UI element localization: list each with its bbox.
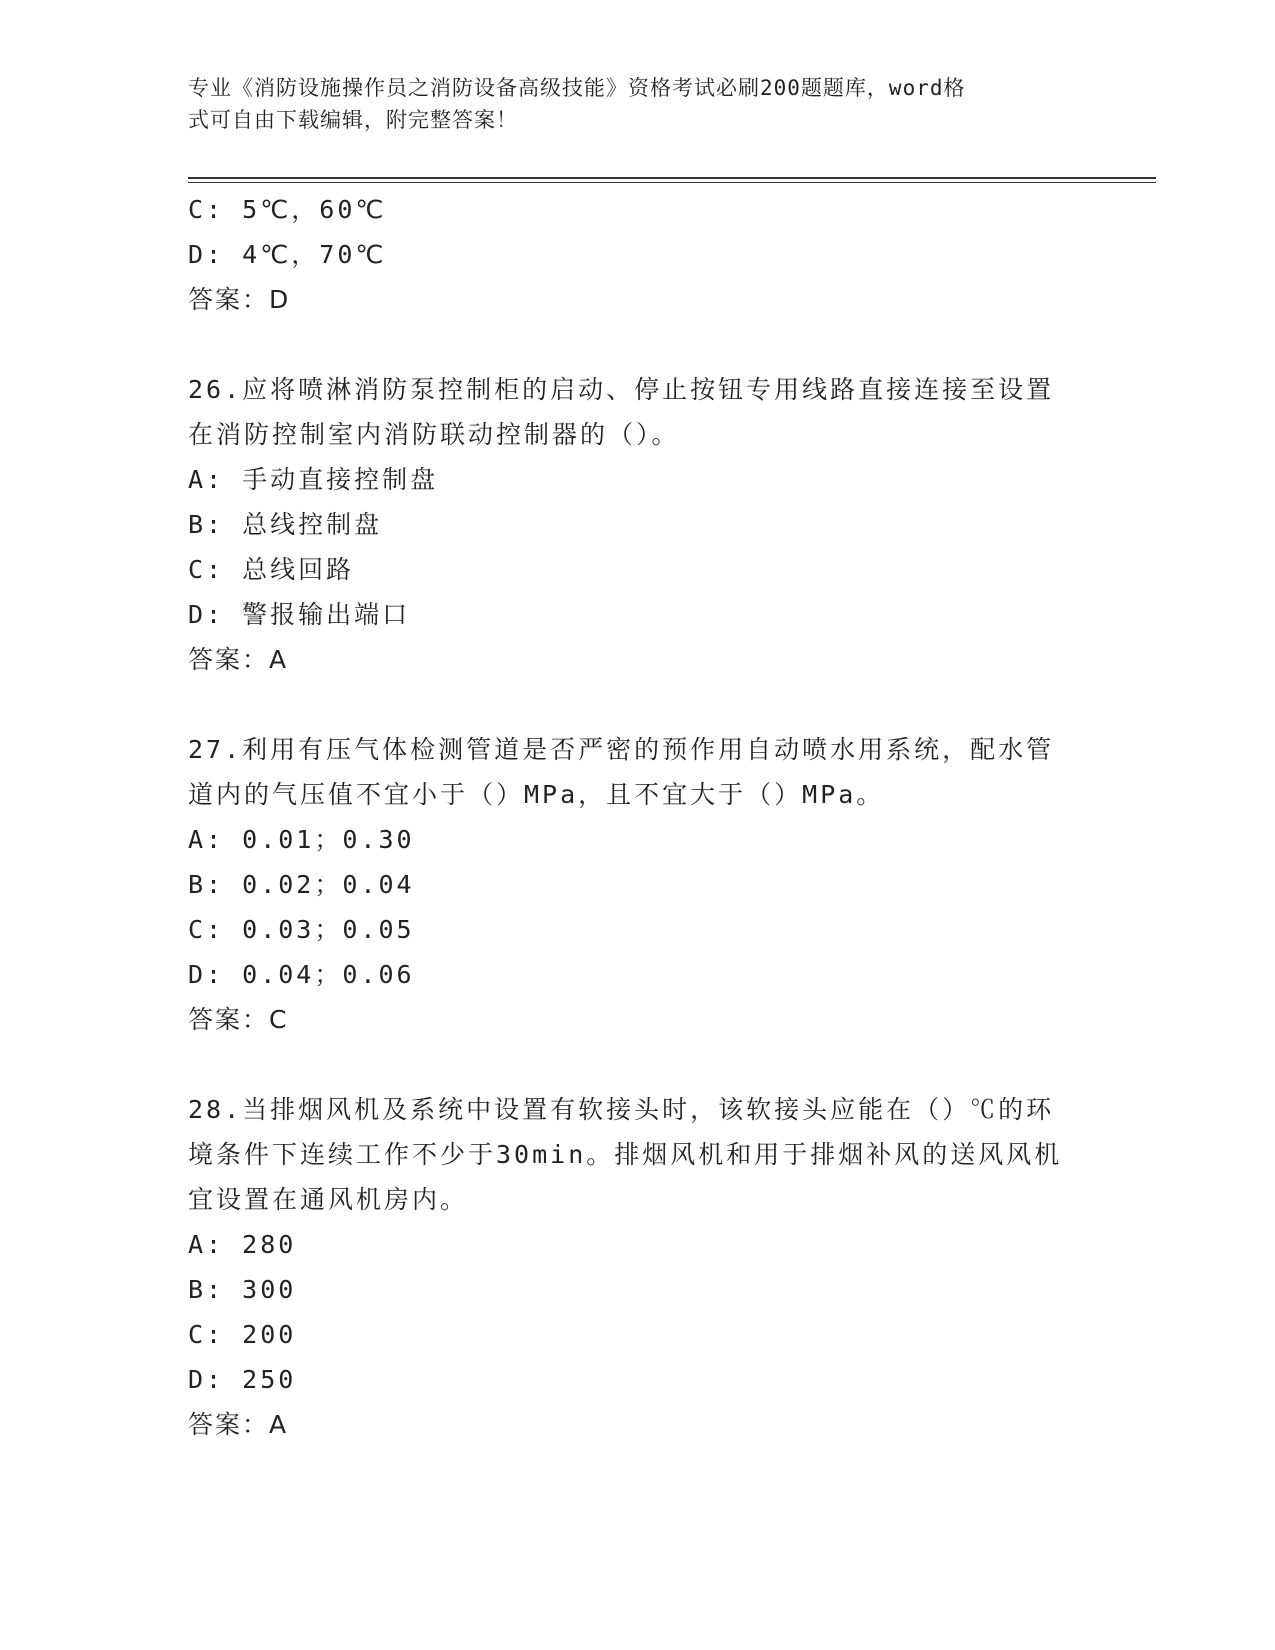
page-header bbox=[188, 72, 1068, 136]
q28-option-c: C: 200 bbox=[188, 1320, 297, 1349]
q28-option-b: B: 300 bbox=[188, 1275, 297, 1304]
q28-stem-line-2: 境条件下连续工作不少于30min。排烟风机和用于排烟补风的送风风机 bbox=[188, 1140, 1063, 1169]
q26-answer: 答案：A bbox=[188, 645, 289, 674]
q25-option-c: C: 5℃，60℃ bbox=[188, 195, 387, 224]
q27-answer: 答案：C bbox=[188, 1005, 289, 1034]
q27-option-d: D: 0.04；0.06 bbox=[188, 960, 415, 989]
q26-stem-line-2: 在消防控制室内消防联动控制器的（）。 bbox=[188, 420, 680, 449]
header-divider bbox=[188, 177, 1156, 183]
q28-answer: 答案：A bbox=[188, 1410, 289, 1439]
q27-option-a: A: 0.01；0.30 bbox=[188, 825, 415, 854]
q26-option-d: D: 警报输出端口 bbox=[188, 600, 411, 629]
q25-answer: 答案：D bbox=[188, 285, 291, 314]
q25-option-d: D: 4℃，70℃ bbox=[188, 240, 387, 269]
q27-stem-line-1: 27.利用有压气体检测管道是否严密的预作用自动喷水用系统，配水管 bbox=[188, 735, 1055, 764]
q26-option-b: B: 总线控制盘 bbox=[188, 510, 383, 539]
q26-option-c: C: 总线回路 bbox=[188, 555, 355, 584]
header-line-1: 专业《消防设施操作员之消防设备高级技能》资格考试必刷200题题库，word格 bbox=[188, 76, 966, 100]
q28-option-a: A: 280 bbox=[188, 1230, 297, 1259]
q26-stem-line-1: 26.应将喷淋消防泵控制柜的启动、停止按钮专用线路直接连接至设置 bbox=[188, 375, 1055, 404]
q27-option-c: C: 0.03；0.05 bbox=[188, 915, 415, 944]
q28-stem-line-3: 宜设置在通风机房内。 bbox=[188, 1185, 469, 1214]
header-line-2: 式可自由下载编辑，附完整答案！ bbox=[188, 108, 518, 132]
q27-option-b: B: 0.02；0.04 bbox=[188, 870, 415, 899]
q27-stem-line-2: 道内的气压值不宜小于（）MPa，且不宜大于（）MPa。 bbox=[188, 780, 885, 809]
q28-option-d: D: 250 bbox=[188, 1365, 297, 1394]
q26-option-a: A: 手动直接控制盘 bbox=[188, 465, 439, 494]
q28-stem-line-1: 28.当排烟风机及系统中设置有软接头时，该软接头应能在（）℃的环 bbox=[188, 1095, 1055, 1124]
